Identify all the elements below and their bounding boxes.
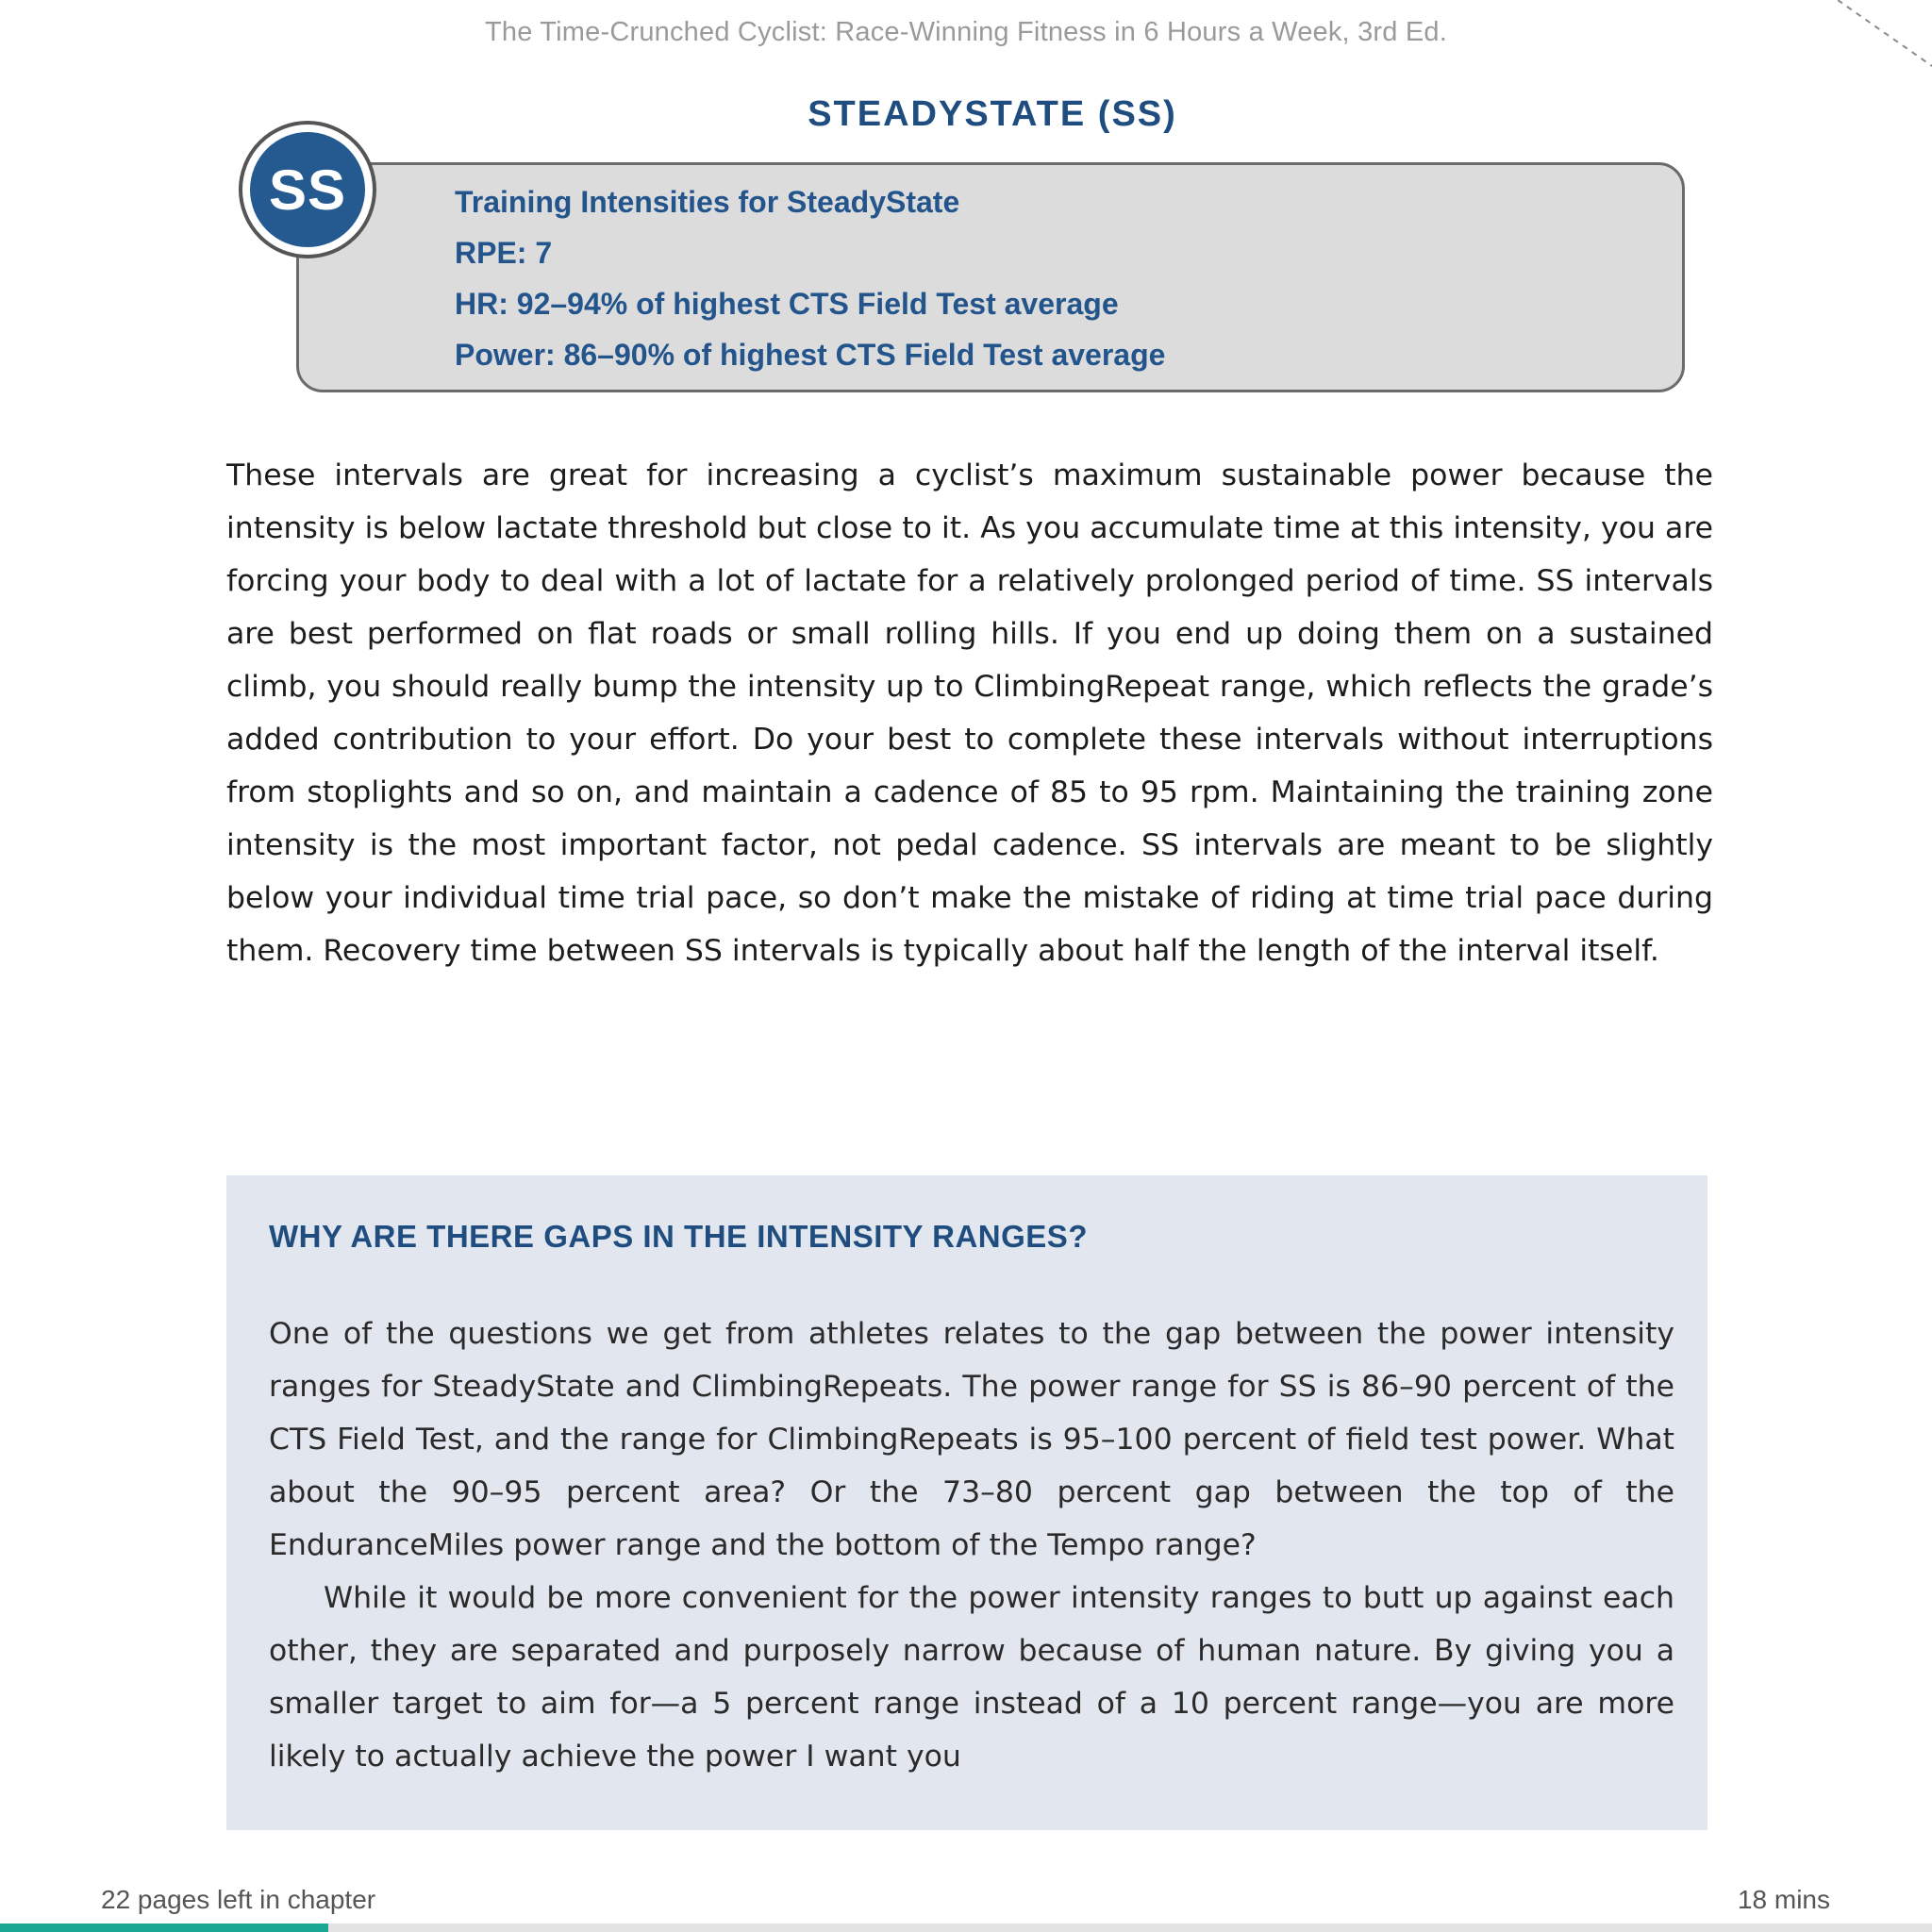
sidebar-box bbox=[226, 1175, 1707, 1830]
ss-badge bbox=[239, 121, 376, 258]
intensity-box-title: Training Intensities for SteadyState bbox=[455, 185, 960, 219]
sidebar-paragraph-1: One of the questions we get from athletes relates to the gap between the power intensity ranges for SteadyState and ClimbingRepeats. The power range for SS is 86–90 percent of the CTS Field Test, and the range for ClimbingRepeats is 95–100 percent of field test power. What about the 90–95 percent area? Or the 73–80 percent gap between the top of the EnduranceMiles power range and the bottom of the Tempo range? bbox=[269, 1317, 1674, 1562]
section-heading: STEADYSTATE (SS) bbox=[808, 94, 1177, 134]
time-left-label: 18 mins bbox=[1737, 1885, 1830, 1914]
intensity-power: Power: 86–90% of highest CTS Field Test average bbox=[455, 338, 1166, 372]
intensity-rpe: RPE: 7 bbox=[455, 236, 553, 270]
page-corner-curl[interactable] bbox=[1838, 0, 1932, 94]
intensity-hr: HR: 92–94% of highest CTS Field Test average bbox=[455, 287, 1119, 321]
reading-progress-fill bbox=[0, 1924, 328, 1932]
sidebar-text bbox=[269, 1307, 1674, 1783]
book-title: The Time-Crunched Cyclist: Race-Winning Fitness in 6 Hours a Week, 3rd Ed. bbox=[485, 17, 1447, 47]
ss-badge-label: SS bbox=[250, 132, 365, 247]
pages-left-label: 22 pages left in chapter bbox=[101, 1885, 376, 1914]
body-paragraph: These intervals are great for increasing a cyclist’s maximum sustainable power because the intensity is below lactate threshold but close to it. As you accumulate time at this intensity, you are forcing your body to deal with a lot of lactate for a relatively prolonged period of time. SS intervals are best performed on flat roads or small rolling hills. If you end up doing them on a sustained climb, you should really bump the intensity up to ClimbingRepeat range, which reflects the grade’s added contribution to your effort. Do your best to complete these intervals without interruptions from stoplights and so on, and maintain a cadence of 85 to 95 rpm. Maintaining the training zone intensity is the most important factor, not pedal cadence. SS intervals are meant to be slightly below your individual time trial pace, so don’t make the mistake of riding at time trial pace during them. Recovery time between SS intervals is typically about half the length of the interval itself. bbox=[226, 458, 1713, 968]
reading-progress-bar[interactable] bbox=[0, 1924, 1932, 1932]
sidebar-title: WHY ARE THERE GAPS IN THE INTENSITY RANGES? bbox=[269, 1219, 1088, 1254]
sidebar-paragraph-2: While it would be more convenient for the power intensity ranges to butt up against each other, they are separated and purposely narrow because of human nature. By giving you a smaller target to aim for—a 5 percent range instead of a 10 percent range—you are more likely to actually achieve the power I want you bbox=[269, 1581, 1674, 1774]
